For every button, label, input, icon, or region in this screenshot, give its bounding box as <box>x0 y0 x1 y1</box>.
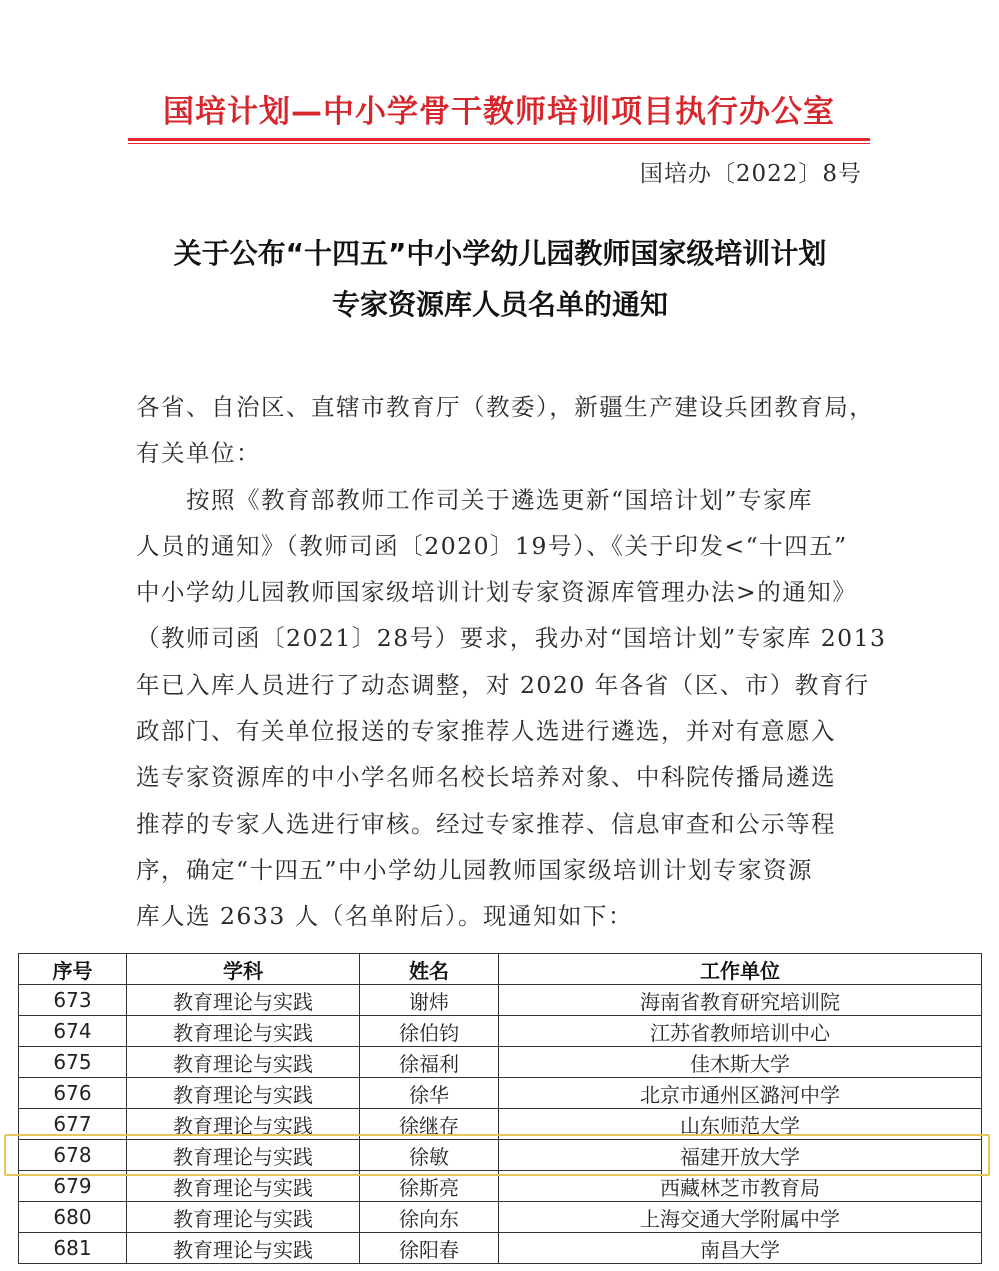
cell-serial: 679 <box>19 1171 127 1202</box>
cell-workplace: 福建开放大学 <box>499 1140 982 1171</box>
cell-name: 谢炜 <box>360 985 499 1016</box>
table-row <box>19 1016 982 1047</box>
paragraph-line: 推荐的专家人选进行审核。经过专家推荐、信息审查和公示等程 <box>136 809 836 838</box>
cell-workplace: 江苏省教师培训中心 <box>499 1016 982 1047</box>
cell-subject: 教育理论与实践 <box>127 1109 360 1140</box>
cell-serial: 673 <box>19 985 127 1016</box>
table-row <box>19 1047 982 1078</box>
cell-name: 徐敏 <box>360 1140 499 1171</box>
notice-title-line-1: 关于公布“十四五”中小学幼儿园教师国家级培训计划 <box>173 237 827 270</box>
table-row <box>19 985 982 1016</box>
cell-name: 徐伯钧 <box>360 1016 499 1047</box>
notice-body <box>136 384 887 940</box>
header-subject: 学科 <box>127 954 360 985</box>
salutation-line: 有关单位： <box>136 439 261 468</box>
cell-name: 徐福利 <box>360 1047 499 1078</box>
cell-subject: 教育理论与实践 <box>127 1016 360 1047</box>
cell-name: 徐斯亮 <box>360 1171 499 1202</box>
header-serial: 序号 <box>19 954 127 985</box>
cell-subject: 教育理论与实践 <box>127 985 360 1016</box>
notice-title-line-2: 专家资源库人员名单的通知 <box>331 288 668 321</box>
red-divider-line <box>128 138 870 141</box>
paragraph-line: 人员的通知》（教师司函〔2020〕19号）、《关于印发<“十四五” <box>136 531 848 560</box>
cell-serial: 678 <box>19 1140 127 1171</box>
cell-workplace: 上海交通大学附属中学 <box>499 1202 982 1233</box>
paragraph-line: （教师司函〔2021〕28号）要求，我办对“国培计划”专家库 2013 <box>136 624 887 653</box>
paragraph-line: 序，确定“十四五”中小学幼儿园教师国家级培训计划专家资源 <box>136 855 814 884</box>
cell-subject: 教育理论与实践 <box>127 1171 360 1202</box>
table-row <box>19 1202 982 1233</box>
table-row-highlighted <box>19 1140 982 1171</box>
cell-subject: 教育理论与实践 <box>127 1202 360 1233</box>
cell-serial: 681 <box>19 1233 127 1264</box>
paragraph-line: 政部门、有关单位报送的专家推荐人选进行遴选，并对有意愿入 <box>136 717 836 746</box>
header-workplace: 工作单位 <box>499 954 982 985</box>
cell-workplace: 南昌大学 <box>499 1233 982 1264</box>
table-header-row <box>19 954 982 985</box>
cell-workplace: 西藏林芝市教育局 <box>499 1171 982 1202</box>
document-number: 国培办〔2022〕8号 <box>639 161 862 187</box>
cell-name: 徐继存 <box>360 1109 499 1140</box>
table-row <box>19 1078 982 1109</box>
cell-subject: 教育理论与实践 <box>127 1233 360 1264</box>
paragraph-line: 中小学幼儿园教师国家级培训计划专家资源库管理办法>的通知》 <box>136 578 858 607</box>
cell-workplace: 北京市通州区潞河中学 <box>499 1078 982 1109</box>
cell-name: 徐华 <box>360 1078 499 1109</box>
salutation-line: 各省、自治区、直辖市教育厅（教委），新疆生产建设兵团教育局， <box>136 393 875 421</box>
cell-name: 徐阳春 <box>360 1233 499 1264</box>
table-row <box>19 1171 982 1202</box>
paragraph-line: 年已入库人员进行了动态调整，对 2020 年各省（区、市）教育行 <box>136 670 870 699</box>
cell-serial: 676 <box>19 1078 127 1109</box>
red-divider-line-thin <box>128 143 870 144</box>
cell-serial: 680 <box>19 1202 127 1233</box>
cell-serial: 674 <box>19 1016 127 1047</box>
paragraph-line: 按照《教育部教师工作司关于遴选更新“国培计划”专家库 <box>136 485 814 514</box>
paragraph-line: 选专家资源库的中小学名师名校长培养对象、中科院传播局遴选 <box>136 763 836 792</box>
cell-serial: 677 <box>19 1109 127 1140</box>
cell-subject: 教育理论与实践 <box>127 1140 360 1171</box>
cell-workplace: 山东师范大学 <box>499 1109 982 1140</box>
paragraph-line: 库人选 2633 人（名单附后）。现通知如下： <box>136 902 633 931</box>
table-row <box>19 1109 982 1140</box>
cell-workplace: 海南省教育研究培训院 <box>499 985 982 1016</box>
cell-name: 徐向东 <box>360 1202 499 1233</box>
table-row <box>19 1233 982 1264</box>
expert-roster-table <box>18 953 982 1264</box>
cell-subject: 教育理论与实践 <box>127 1078 360 1109</box>
salutation <box>136 384 876 477</box>
main-paragraph <box>136 477 887 940</box>
cell-workplace: 佳木斯大学 <box>499 1047 982 1078</box>
cell-subject: 教育理论与实践 <box>127 1047 360 1078</box>
issuing-office-header: 国培计划—中小学骨干教师培训项目执行办公室 <box>163 94 835 130</box>
cell-serial: 675 <box>19 1047 127 1078</box>
header-name: 姓名 <box>360 954 499 985</box>
